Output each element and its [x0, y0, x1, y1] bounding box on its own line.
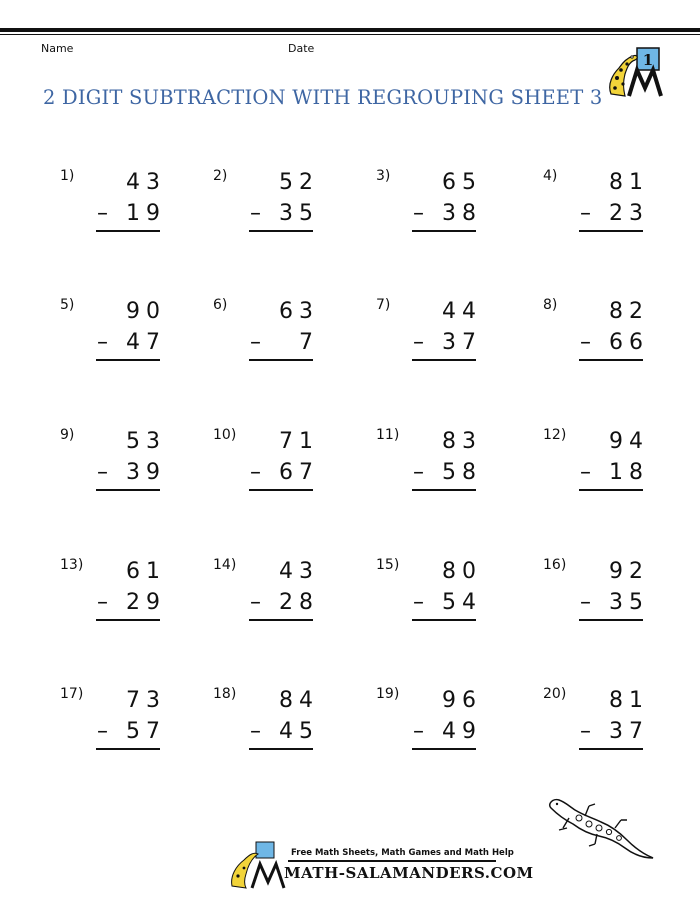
minuend: 65: [442, 170, 482, 195]
problem-number: 4): [543, 168, 558, 184]
problem-9: [60, 427, 210, 507]
minus-sign: –: [97, 719, 108, 744]
answer-line: [579, 619, 643, 621]
problem-7: [376, 297, 526, 377]
problem-number: 20): [543, 686, 567, 702]
minus-sign: –: [250, 460, 261, 485]
subtrahend: 35: [609, 590, 649, 615]
footer-rule: [288, 860, 496, 862]
answer-line: [249, 619, 313, 621]
minuend: 96: [442, 688, 482, 713]
minuend: 73: [126, 688, 166, 713]
problem-10: [213, 427, 363, 507]
subtrahend: 58: [442, 460, 482, 485]
minuend: 43: [126, 170, 166, 195]
answer-line: [96, 619, 160, 621]
problem-number: 7): [376, 297, 391, 313]
minuend: 61: [126, 559, 166, 584]
answer-line: [249, 748, 313, 750]
subtrahend: 67: [279, 460, 319, 485]
problem-6: [213, 297, 363, 377]
problem-3: [376, 168, 526, 248]
answer-line: [96, 489, 160, 491]
subtrahend: 18: [609, 460, 649, 485]
top-rule-thin: [0, 34, 700, 35]
problem-15: [376, 557, 526, 637]
subtrahend: 19: [126, 201, 166, 226]
logo-badge-number: 1: [642, 51, 654, 69]
footer-logo-icon: [226, 838, 286, 890]
subtrahend: 57: [126, 719, 166, 744]
answer-line: [579, 748, 643, 750]
problem-4: [543, 168, 693, 248]
problem-number: 3): [376, 168, 391, 184]
subtrahend: 37: [442, 330, 482, 355]
minuend: 82: [609, 299, 649, 324]
minuend: 52: [279, 170, 319, 195]
minus-sign: –: [413, 719, 424, 744]
minus-sign: –: [97, 460, 108, 485]
problem-1: [60, 168, 210, 248]
problem-number: 8): [543, 297, 558, 313]
minuend: 63: [279, 299, 319, 324]
footer-branding: [226, 838, 534, 890]
problem-number: 6): [213, 297, 228, 313]
minuend: 94: [609, 429, 649, 454]
minus-sign: –: [250, 590, 261, 615]
problem-number: 14): [213, 557, 237, 573]
answer-line: [96, 748, 160, 750]
subtrahend: 38: [442, 201, 482, 226]
minuend: 44: [442, 299, 482, 324]
problem-number: 9): [60, 427, 75, 443]
minuend: 80: [442, 559, 482, 584]
minus-sign: –: [413, 201, 424, 226]
problem-11: [376, 427, 526, 507]
minus-sign: –: [413, 460, 424, 485]
answer-line: [579, 230, 643, 232]
minus-sign: –: [580, 719, 591, 744]
problem-number: 10): [213, 427, 237, 443]
minuend: 81: [609, 170, 649, 195]
answer-line: [579, 489, 643, 491]
minus-sign: –: [97, 590, 108, 615]
problem-number: 12): [543, 427, 567, 443]
problem-number: 1): [60, 168, 75, 184]
footer-site-name: MATH-SALAMANDERS.COM: [284, 864, 534, 882]
problem-13: [60, 557, 210, 637]
footer-tagline: Free Math Sheets, Math Games and Math Help: [291, 848, 514, 858]
worksheet-title: 2 DIGIT SUBTRACTION WITH REGROUPING SHEET 3: [43, 86, 603, 109]
problem-18: [213, 686, 363, 766]
answer-line: [412, 489, 476, 491]
minuend: 43: [279, 559, 319, 584]
answer-line: [96, 359, 160, 361]
subtrahend: 23: [609, 201, 649, 226]
name-label: Name: [41, 42, 74, 55]
minus-sign: –: [580, 330, 591, 355]
top-rule: [0, 28, 700, 32]
problem-14: [213, 557, 363, 637]
answer-line: [412, 359, 476, 361]
problem-2: [213, 168, 363, 248]
problem-number: 5): [60, 297, 75, 313]
minuend: 90: [126, 299, 166, 324]
problem-number: 2): [213, 168, 228, 184]
salamander-drawing: [545, 796, 657, 866]
answer-line: [249, 359, 313, 361]
minus-sign: –: [580, 590, 591, 615]
subtrahend: 7: [299, 330, 319, 355]
minus-sign: –: [580, 201, 591, 226]
answer-line: [412, 230, 476, 232]
minuend: 92: [609, 559, 649, 584]
minus-sign: –: [580, 460, 591, 485]
answer-line: [249, 489, 313, 491]
problem-20: [543, 686, 693, 766]
problem-number: 16): [543, 557, 567, 573]
minus-sign: –: [250, 719, 261, 744]
minus-sign: –: [413, 330, 424, 355]
subtrahend: 47: [126, 330, 166, 355]
problem-8: [543, 297, 693, 377]
minus-sign: –: [97, 330, 108, 355]
salamander-logo: [603, 44, 667, 100]
minuend: 71: [279, 429, 319, 454]
minuend: 53: [126, 429, 166, 454]
problem-16: [543, 557, 693, 637]
subtrahend: 28: [279, 590, 319, 615]
minus-sign: –: [250, 201, 261, 226]
problem-5: [60, 297, 210, 377]
problem-number: 13): [60, 557, 84, 573]
problem-number: 15): [376, 557, 400, 573]
minuend: 81: [609, 688, 649, 713]
subtrahend: 35: [279, 201, 319, 226]
minus-sign: –: [250, 330, 261, 355]
subtrahend: 29: [126, 590, 166, 615]
date-label: Date: [288, 42, 315, 55]
answer-line: [96, 230, 160, 232]
answer-line: [412, 748, 476, 750]
answer-line: [249, 230, 313, 232]
problem-number: 18): [213, 686, 237, 702]
answer-line: [412, 619, 476, 621]
problem-17: [60, 686, 210, 766]
subtrahend: 39: [126, 460, 166, 485]
minuend: 83: [442, 429, 482, 454]
problem-number: 19): [376, 686, 400, 702]
minus-sign: –: [97, 201, 108, 226]
problem-number: 17): [60, 686, 84, 702]
minus-sign: –: [413, 590, 424, 615]
subtrahend: 49: [442, 719, 482, 744]
subtrahend: 37: [609, 719, 649, 744]
subtrahend: 66: [609, 330, 649, 355]
problem-19: [376, 686, 526, 766]
subtrahend: 45: [279, 719, 319, 744]
subtrahend: 54: [442, 590, 482, 615]
problem-12: [543, 427, 693, 507]
minuend: 84: [279, 688, 319, 713]
answer-line: [579, 359, 643, 361]
problem-number: 11): [376, 427, 400, 443]
